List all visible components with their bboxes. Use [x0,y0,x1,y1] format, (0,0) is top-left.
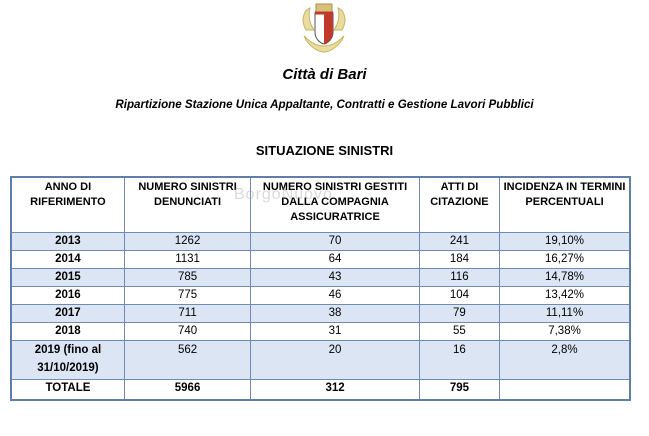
table-total-row [11,380,630,401]
cell-anno: 2017 [11,305,124,323]
page-title: SITUAZIONE SINISTRI [255,143,394,158]
cell-denunciati: 785 [124,269,250,287]
col-header-anno: ANNO DI RIFERIMENTO [11,177,124,233]
cell-total-gestiti: 312 [251,380,420,401]
cell-total-denunciati: 5966 [124,380,250,401]
cell-citazione: 116 [419,269,499,287]
cell-incidenza: 2,8% [500,341,630,380]
city-name: Città di Bari [282,66,367,83]
table-row [11,287,630,305]
cell-citazione: 79 [419,305,499,323]
cell-gestiti: 38 [251,305,420,323]
cell-anno: 2019 (fino al 31/10/2019) [11,341,124,380]
watermark: BorgoNuovo [234,186,333,203]
cell-anno: 2018 [11,323,124,341]
table-row [11,323,630,341]
cell-citazione: 55 [419,323,499,341]
table-row [11,233,630,251]
cell-gestiti: 64 [251,251,420,269]
cell-incidenza: 11,11% [500,305,630,323]
cell-anno: 2014 [11,251,124,269]
cell-incidenza: 7,38% [500,323,630,341]
cell-anno: 2013 [11,233,124,251]
table-row [11,305,630,323]
cell-denunciati: 1131 [124,251,250,269]
cell-gestiti: 46 [251,287,420,305]
table-row [11,341,630,380]
table-row [11,269,630,287]
cell-total-label: TOTALE [11,380,124,401]
cell-anno: 2015 [11,269,124,287]
cell-gestiti: 70 [251,233,420,251]
cell-gestiti: 31 [251,323,420,341]
col-header-gestiti: NUMERO SINISTRI GESTITI DALLA COMPAGNIA ASSICURATRICE [251,177,420,233]
table-row [11,251,630,269]
cell-incidenza: 16,27% [500,251,630,269]
department-name: Ripartizione Stazione Unica Appaltante, Contratti e Gestione Lavori Pubblici [115,98,534,111]
cell-denunciati: 740 [124,323,250,341]
cell-denunciati: 775 [124,287,250,305]
cell-denunciati: 711 [124,305,250,323]
claims-table [10,176,631,401]
cell-denunciati: 562 [124,341,250,380]
col-header-denunciati: NUMERO SINISTRI DENUNCIATI [124,177,250,233]
bari-coat-of-arms-icon [296,2,352,54]
col-header-citazione: ATTI DI CITAZIONE [419,177,499,233]
cell-incidenza: 13,42% [500,287,630,305]
cell-incidenza: 14,78% [500,269,630,287]
cell-citazione: 104 [419,287,499,305]
cell-gestiti: 20 [251,341,420,380]
cell-citazione: 16 [419,341,499,380]
cell-anno: 2016 [11,287,124,305]
cell-gestiti: 43 [251,269,420,287]
col-header-incidenza: INCIDENZA IN TERMINI PERCENTUALI [500,177,630,233]
cell-denunciati: 1262 [124,233,250,251]
cell-citazione: 241 [419,233,499,251]
cell-total-incidenza [500,380,630,401]
cell-total-citazione: 795 [419,380,499,401]
cell-incidenza: 19,10% [500,233,630,251]
cell-citazione: 184 [419,251,499,269]
